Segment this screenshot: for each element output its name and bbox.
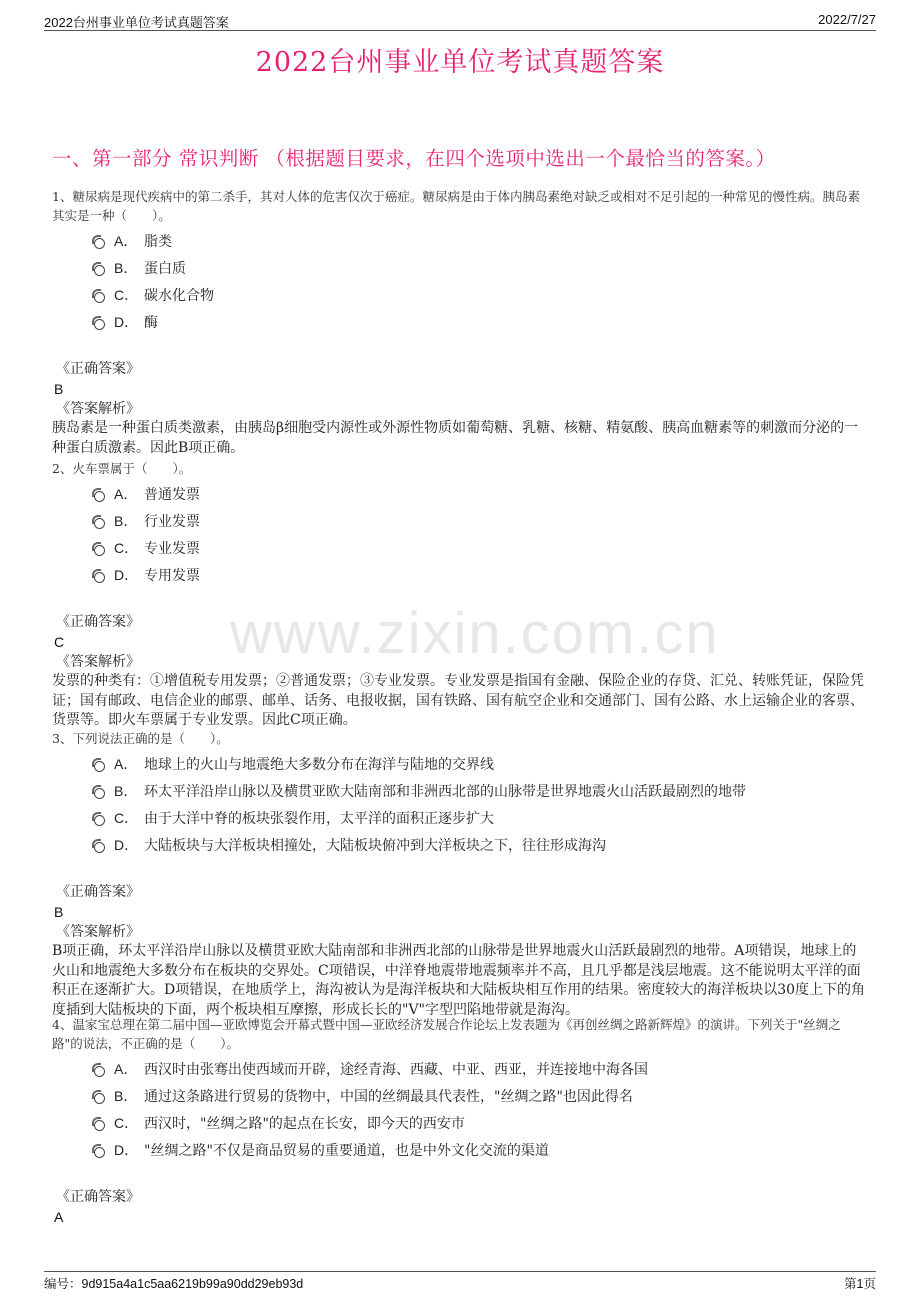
radio-icon[interactable] (94, 545, 105, 556)
option-d[interactable] (52, 1138, 870, 1165)
correct-answer: C (54, 634, 65, 650)
option-b[interactable] (52, 779, 870, 806)
radio-icon[interactable] (94, 518, 105, 529)
question-text: 4、温家宝总理在第二届中国—亚欧博览会开幕式暨中国—亚欧经济发展合作论坛上发表题为《再创丝绸之路新辉煌》的演讲。下列关于"丝绸之路"的说法，不正确的是（ ）。 (52, 1017, 841, 1051)
option-text: 专用发票 (144, 568, 200, 584)
option-text: 脂类 (144, 234, 172, 250)
option-letter: D． (114, 1142, 139, 1158)
explanation-text: 胰岛素是一种蛋白质类激素，由胰岛β细胞受内源性或外源性物质如葡萄糖、乳糖、核糖、精氨酸、胰高血糖素等的刺激而分泌的一种蛋白质激素。因此B项正确。 (52, 420, 859, 456)
answer-label: 《正确答案》 (56, 614, 140, 630)
option-letter: D． (114, 314, 139, 330)
option-text: 地球上的火山与地震绝大多数分布在海洋与陆地的交界线 (144, 757, 494, 773)
option-text: 通过这条路进行贸易的货物中，中国的丝绸最具代表性，"丝绸之路"也因此得名 (144, 1089, 633, 1105)
explanation-text: 发票的种类有：①增值税专用发票；②普通发票；③专业发票。专业发票是指国有金融、保险企业的存贷、汇兑、转账凭证，保险凭证；国有邮政、电信企业的邮票、邮单、话务、电报收据，国有铁路、国有航空企业和交通部门、国有公路、水上运输企业的客票、货票等。即火车票属于专业发票。因此C项正确。 (52, 673, 864, 728)
page-footer (44, 1271, 876, 1292)
option-letter: D． (114, 837, 139, 853)
option-text: 专业发票 (144, 541, 200, 557)
section-heading: 一、第一部分 常识判断 （根据题目要求，在四个选项中选出一个最恰当的答案。） (52, 147, 776, 170)
option-text: 大陆板块与大洋板块相撞处，大陆板块俯冲到大洋板块之下，往往形成海沟 (144, 838, 606, 854)
option-letter: B． (114, 783, 138, 799)
question-4 (52, 1015, 870, 1227)
question-2 (52, 459, 870, 731)
radio-icon[interactable] (94, 265, 105, 276)
option-c[interactable] (52, 1111, 870, 1138)
option-letter: A． (114, 1061, 138, 1077)
option-c[interactable] (52, 283, 870, 310)
header-date: 2022/7/27 (818, 12, 876, 27)
radio-icon[interactable] (94, 1066, 105, 1077)
radio-icon[interactable] (94, 1093, 105, 1104)
option-letter: B． (114, 513, 138, 529)
option-a[interactable] (52, 752, 870, 779)
correct-answer: B (54, 904, 64, 920)
option-text: 由于大洋中脊的板块张裂作用，太平洋的面积正逐步扩大 (144, 811, 494, 827)
document-title: 2022台州事业单位考试真题答案 (255, 47, 665, 78)
option-letter: B． (114, 260, 138, 276)
question-text: 2、火车票属于（ ）。 (52, 461, 192, 476)
option-letter: A． (114, 233, 138, 249)
option-text: 酶 (144, 315, 158, 331)
option-b[interactable] (52, 1084, 870, 1111)
answer-label: 《正确答案》 (56, 1189, 140, 1205)
option-d[interactable] (52, 833, 870, 860)
option-c[interactable] (52, 536, 870, 563)
correct-answer: B (54, 381, 64, 397)
option-b[interactable] (52, 509, 870, 536)
radio-icon[interactable] (94, 292, 105, 303)
option-text: 行业发票 (144, 514, 200, 530)
option-text: 环太平洋沿岸山脉以及横贯亚欧大陆南部和非洲西北部的山脉带是世界地震火山活跃最剧烈的地带 (144, 784, 746, 800)
option-text: 碳水化合物 (144, 288, 214, 304)
option-text: 蛋白质 (144, 261, 186, 277)
explanation-text: B项正确，环太平洋沿岸山脉以及横贯亚欧大陆南部和非洲西北部的山脉带是世界地震火山活跃最剧烈的地带。A项错误，地球上的火山和地震绝大多数分布在板块的交界处。C项错误，中洋脊地震带地震频率并不高，且几乎都是浅层地震。这不能说明太平洋的面积正在逐渐扩大。D项错误，在地质学上，海沟被认为是海洋板块和大陆板块相互作用的结果。密度较大的海洋板块以30度上下的角度插到大陆板块的下面，两个板块相互摩擦，形成长长的"V"字型凹陷地带就是海沟。 (52, 943, 866, 1018)
option-letter: D． (114, 567, 139, 583)
radio-icon[interactable] (94, 319, 105, 330)
option-text: 西汉时由张骞出使西域而开辟，途经青海、西藏、中亚、西亚，并连接地中海各国 (144, 1062, 648, 1078)
radio-icon[interactable] (94, 788, 105, 799)
option-b[interactable] (52, 256, 870, 283)
radio-icon[interactable] (94, 1120, 105, 1131)
explanation-label: 《答案解析》 (56, 654, 140, 670)
answer-label: 《正确答案》 (56, 361, 140, 377)
option-a[interactable] (52, 482, 870, 509)
explanation-label: 《答案解析》 (56, 401, 140, 417)
radio-icon[interactable] (94, 842, 105, 853)
question-text: 1、糖尿病是现代疾病中的第二杀手，其对人体的危害仅次于癌症。糖尿病是由于体内胰岛素绝对缺乏或相对不足引起的一种常见的慢性病。胰岛素其实是一种（ ）。 (52, 189, 860, 223)
radio-icon[interactable] (94, 1147, 105, 1158)
radio-icon[interactable] (94, 761, 105, 772)
answer-label: 《正确答案》 (56, 884, 140, 900)
option-letter: C． (114, 287, 139, 303)
option-text: 西汉时，"丝绸之路"的起点在长安，即今天的西安市 (144, 1116, 465, 1132)
option-letter: C． (114, 810, 139, 826)
option-a[interactable] (52, 229, 870, 256)
option-d[interactable] (52, 310, 870, 337)
option-letter: B． (114, 1088, 138, 1104)
option-c[interactable] (52, 806, 870, 833)
correct-answer: A (54, 1209, 64, 1225)
option-letter: A． (114, 756, 138, 772)
option-letter: A． (114, 486, 138, 502)
radio-icon[interactable] (94, 572, 105, 583)
option-text: "丝绸之路"不仅是商品贸易的重要通道，也是中外文化交流的渠道 (144, 1143, 549, 1159)
document-id: 编号：9d915a4a1c5aa6219b99a90dd29eb93d (44, 1277, 304, 1291)
explanation-label: 《答案解析》 (56, 924, 140, 940)
option-letter: C． (114, 1115, 139, 1131)
question-1 (52, 187, 870, 458)
page-header (44, 10, 876, 31)
watermark: www.zixin.com.cn (230, 601, 720, 666)
radio-icon[interactable] (94, 238, 105, 249)
question-3 (52, 729, 870, 1020)
option-a[interactable] (52, 1057, 870, 1084)
question-text: 3、下列说法正确的是（ ）。 (52, 731, 229, 746)
header-doc-title: 2022台州事业单位考试真题答案 (44, 15, 229, 30)
option-d[interactable] (52, 563, 870, 590)
option-text: 普通发票 (144, 487, 200, 503)
option-letter: C． (114, 540, 139, 556)
page-number: 第1页 (844, 1277, 876, 1291)
radio-icon[interactable] (94, 815, 105, 826)
radio-icon[interactable] (94, 491, 105, 502)
